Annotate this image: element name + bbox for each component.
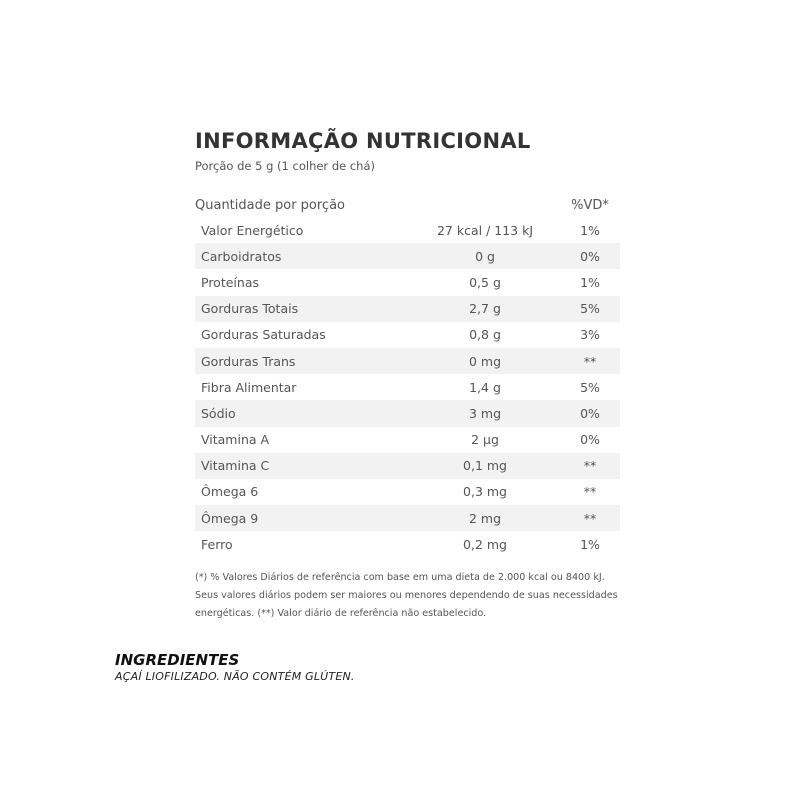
nutrition-row xyxy=(195,269,620,295)
nutrient-name: Vitamina A xyxy=(201,432,270,448)
nutrition-row xyxy=(195,217,620,243)
nutrient-daily-value: 1% xyxy=(580,274,600,290)
nutrition-facts-panel xyxy=(195,128,620,623)
nutrient-quantity: 1,4 g xyxy=(469,379,501,395)
daily-value-header: %VD* xyxy=(571,197,609,213)
ingredients-section xyxy=(115,651,615,684)
nutrient-daily-value: ** xyxy=(583,353,597,369)
nutrient-name: Valor Energético xyxy=(201,222,304,238)
nutrient-name: Gorduras Trans xyxy=(201,353,296,369)
nutrient-daily-value: 0% xyxy=(580,432,600,448)
nutrition-row xyxy=(195,348,620,374)
nutrient-quantity: 2 mg xyxy=(468,510,502,526)
nutrient-name: Ferro xyxy=(201,536,233,552)
quantity-header: Quantidade por porção xyxy=(195,197,346,213)
nutrient-name: Gorduras Saturadas xyxy=(201,327,326,343)
nutrient-quantity: 0,8 g xyxy=(469,327,501,343)
nutrition-row xyxy=(195,296,620,322)
nutrition-row xyxy=(195,243,620,269)
nutrient-name: Proteínas xyxy=(201,274,259,290)
nutrition-table-header xyxy=(195,193,620,217)
nutrition-row xyxy=(195,531,620,557)
nutrition-row xyxy=(195,505,620,531)
nutrient-daily-value: ** xyxy=(583,458,597,474)
nutrient-quantity: 3 mg xyxy=(468,405,502,421)
nutrient-daily-value: 5% xyxy=(580,301,600,317)
nutrient-quantity: 0 g xyxy=(475,248,495,264)
nutrition-row xyxy=(195,453,620,479)
nutrient-daily-value: 0% xyxy=(580,248,600,264)
nutrient-daily-value: 5% xyxy=(580,379,600,395)
nutrient-name: Fibra Alimentar xyxy=(201,379,297,395)
nutrient-name: Vitamina C xyxy=(201,458,270,474)
nutrient-quantity: 0,5 g xyxy=(469,274,501,290)
nutrition-row xyxy=(195,374,620,400)
serving-size: Porção de 5 g (1 colher de chá) xyxy=(195,159,375,173)
nutrient-quantity: 0 mg xyxy=(468,353,502,369)
nutrient-quantity: 27 kcal / 113 kJ xyxy=(436,222,534,238)
nutrient-name: Carboidratos xyxy=(201,248,282,264)
ingredients-title: INGREDIENTES xyxy=(115,651,240,669)
nutrient-daily-value: ** xyxy=(583,484,597,500)
nutrient-name: Ômega 9 xyxy=(201,510,259,526)
nutrient-daily-value: ** xyxy=(583,510,597,526)
nutrient-daily-value: 3% xyxy=(580,327,600,343)
nutrition-row xyxy=(195,322,620,348)
nutrient-daily-value: 0% xyxy=(580,405,600,421)
nutrient-quantity: 2 µg xyxy=(471,432,499,448)
nutrition-row xyxy=(195,479,620,505)
nutrient-quantity: 0,3 mg xyxy=(463,484,507,500)
nutrient-name: Ômega 6 xyxy=(201,484,259,500)
nutrient-daily-value: 1% xyxy=(580,536,600,552)
nutrient-quantity: 2,7 g xyxy=(469,301,501,317)
nutrition-title: INFORMAÇÃO NUTRICIONAL xyxy=(195,129,531,153)
footnote: (*) % Valores Diários de referência com base em uma dieta de 2.000 kcal ou 8400 kJ. Seus valores diários podem ser maiores ou menores dependendo de suas necessidades energéticas. (**) Valor diário de referência não estabelecido. xyxy=(195,572,618,620)
nutrient-name: Gorduras Totais xyxy=(201,301,299,317)
nutrient-quantity: 0,1 mg xyxy=(463,458,507,474)
nutrient-daily-value: 1% xyxy=(580,222,600,238)
nutrition-row xyxy=(195,400,620,426)
nutrition-table xyxy=(195,217,620,557)
ingredients-text: AÇAÍ LIOFILIZADO. NÃO CONTÉM GLÚTEN. xyxy=(115,670,355,683)
nutrition-row xyxy=(195,427,620,453)
nutrient-quantity: 0,2 mg xyxy=(463,536,507,552)
nutrient-name: Sódio xyxy=(201,405,236,421)
